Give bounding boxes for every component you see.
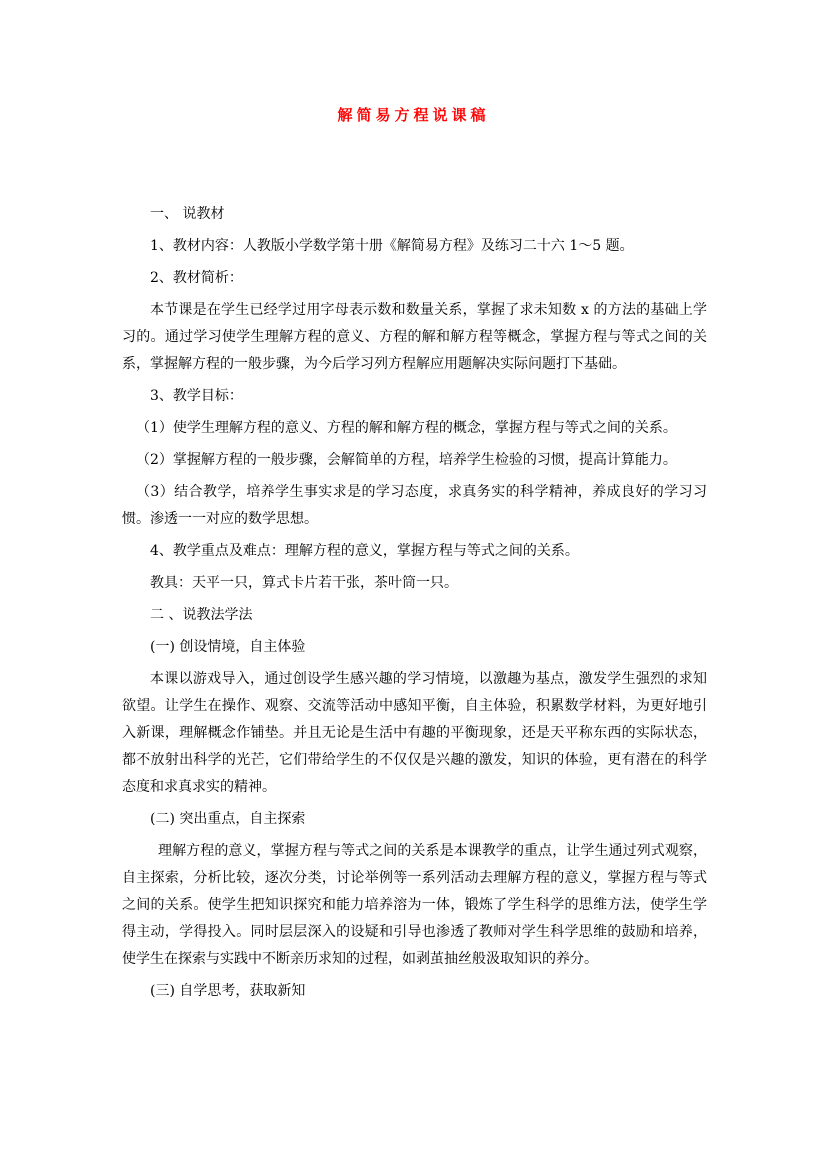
objective-item: （3）结合教学，培养学生事实求是的学习态度，求真务实的科学精神，养成良好的学习习惯。渗透一一对应的数学思想。 [122,484,707,527]
subsection-heading: (二) 突出重点，自主探索 [150,811,306,827]
section-heading-2: 二 、说教法学法 [150,607,253,623]
paragraph: 本课以游戏导入，通过创设学生感兴趣的学习情境，以激趣为基点，激发学生强烈的求知欲望。让学生在操作、观察、交流等活动中感知平衡，自主体验，积累数学材料，为更好地引入新课，理解概念作铺垫。并且无论是生活中有趣的平衡现象，还是天平称东西的实际状态，都不放射出科学的光芒，它们带给学生的不仅仅是兴趣的激发，知识的体验，更有潜在的科学态度和求真求实的精神。 [122,671,707,795]
paragraph: 理解方程的意义，掌握方程与等式之间的关系是本课教学的重点，让学生通过列式观察，自主探索，分析比较，逐次分类，讨论举例等一系列活动去理解方程的意义，掌握方程与等式之间的关系。使学生把知识探究和能力培养溶为一体，锻炼了学生科学的思维方法，使学生学得主动，学得投入。同时层层深入的设疑和引导也渗透了教师对学生科学思维的鼓励和培养，使学生在探索与实践中不断亲历求知的过程，如剥茧抽丝般汲取知识的养分。 [122,843,707,967]
paragraph: 4、教学重点及难点：理解方程的意义，掌握方程与等式之间的关系。 [150,543,579,559]
paragraph: 1、教材内容：人教版小学数学第十册《解简易方程》及练习二十六 1～5 题。 [150,238,634,254]
objective-item: （2）掌握解方程的一般步骤，会解简单的方程，培养学生检验的习惯，提高计算能力。 [136,452,677,468]
paragraph: 2、教材简析： [150,270,243,286]
document-body [122,201,707,1010]
paragraph: 3、教学目标： [150,388,243,404]
paragraph: 本节课是在学生已经学过用字母表示数和数量关系，掌握了求未知数 x 的方法的基础上学习的。通过学习使学生理解方程的意义、方程的解和解方程等概念，掌握方程与等式之间的关系，掌握解方程的一般步骤，为今后学习列方程解应用题解决实际问题打下基础。 [122,302,707,372]
document-title: 解简易方程说课稿 [337,106,490,124]
subsection-heading: (一) 创设情境，自主体验 [150,639,306,655]
section-heading-1: 一、 说教材 [150,206,225,222]
objective-item: （1）使学生理解方程的意义、方程的解和解方程的概念，掌握方程与等式之间的关系。 [136,420,677,436]
subsection-heading: (三) 自学思考，获取新知 [150,983,306,999]
paragraph: 教具：天平一只，算式卡片若干张，茶叶筒一只。 [150,575,458,591]
